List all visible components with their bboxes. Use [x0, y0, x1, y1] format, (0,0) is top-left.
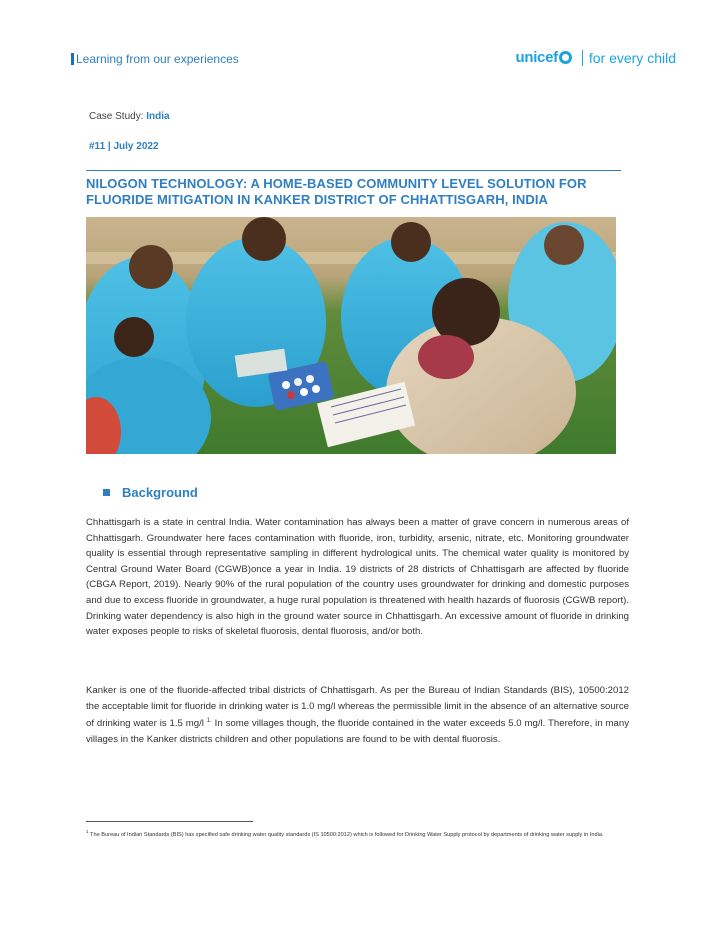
paragraph-background-2 — [86, 683, 629, 748]
series-text: Learning from our experiences — [76, 52, 239, 66]
unicef-emblem-icon — [559, 51, 572, 64]
unicef-logo — [515, 49, 676, 66]
paragraph-background-1: Chhattisgarh is a state in central India. Water contamination has always been a matter of grave concern in numerous areas of Chhattisgarh. Groundwater here faces contamination with fluoride, iron, turbidity, arsenic, nitrate, etc. Monitoring groundwater quality is essential through representative sampling in different hydrological units. The chemical water quality is monitored by Central Ground Water Board (CGWB)once a year in India. 19 districts of 28 districts of Chhattisgarh are affected by fluoride (CBGA Report, 2019). Nearly 90% of the rural population of the country uses groundwater for drinking and domestic purposes and due to excess fluoride in groundwater, a huge rural population is threatened with health hazards of fluorosis (CGWB report). Drinking water dependency is also high in the ground water source in Chhattisgarh. An excessive amount of fluoride in drinking water exposes people to risks of skeletal fluorosis, dental fluorosis, and/or both. — [86, 517, 629, 638]
series-bar — [71, 53, 74, 65]
footnote-rule — [86, 821, 253, 822]
case-study-country: India — [146, 111, 170, 122]
cover-photo — [86, 217, 616, 454]
logo-divider — [582, 50, 583, 66]
bullet-square-icon — [103, 489, 110, 496]
section-heading-background — [103, 485, 198, 500]
footnote-reference[interactable]: 1. — [206, 718, 212, 725]
issue-date: #11 | July 2022 — [89, 141, 159, 152]
series-label — [71, 52, 239, 66]
logo-word: unicef — [515, 49, 558, 66]
document-title: NILOGON TECHNOLOGY: A HOME-BASED COMMUNITY LEVEL SOLUTION FOR FLUORIDE MITIGATION IN KANKER DISTRICT OF CHHATTISGARH, INDIA — [86, 176, 587, 207]
footnote — [86, 827, 629, 840]
title-rule — [86, 170, 621, 171]
logo-tagline: for every child — [588, 49, 676, 66]
paragraph-2-text-a: Kanker is one of the fluoride-affected tribal districts of Chhattisgarh. As per the Bureau of Indian Standards (BIS), 10500:2012 the acceptable limit for fluoride in drinking water is 1.0 mg/l whereas the permissible limit in the absence of an alternative source of drinking water is 1.5 mg/l — [86, 685, 629, 730]
case-study-line — [89, 111, 170, 122]
paragraph-2-text-b: In some villages though, the fluoride contained in the water exceeds 5.0 mg/l. Therefore, in many villages in the Kanker districts children and other populations are found to be with dental fluorosis. — [86, 718, 629, 745]
footnote-marker: 1 — [86, 829, 89, 834]
section-heading-text: Background — [122, 485, 198, 500]
footnote-text: The Bureau of Indian Standards (BIS) has specified safe drinking water quality standards (IS 10500:2012) which is followed for Drinking Water Supply protocol by departments of drinking water supply in India. — [88, 831, 604, 838]
case-study-label: Case Study: — [89, 111, 144, 122]
